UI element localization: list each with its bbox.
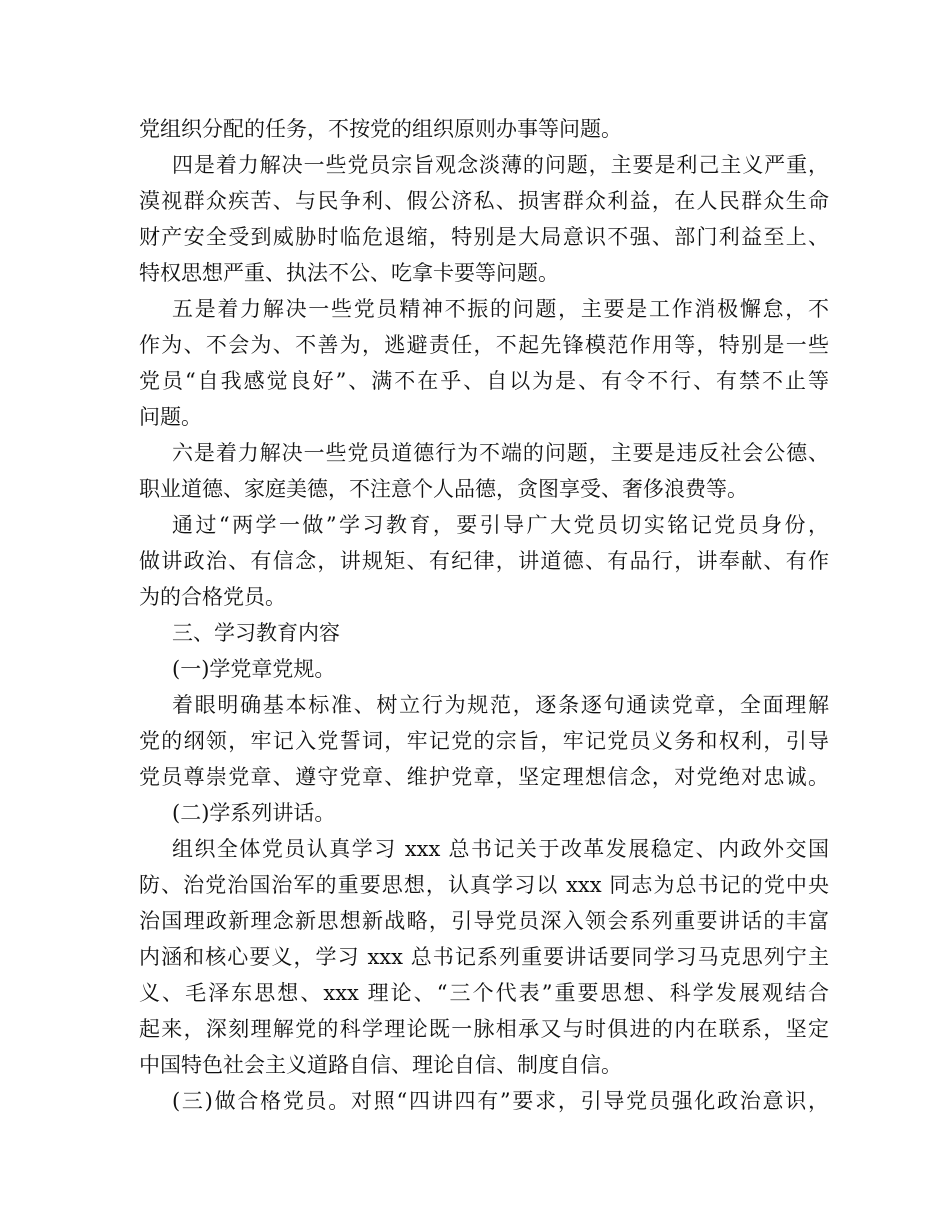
paragraph-line: 着眼明确基本标准、树立行为规范，逐条逐句通读党章，全面理解 — [172, 693, 829, 717]
section-heading: 三、学习教育内容 — [172, 621, 340, 645]
paragraph-line: 党的纲领，牢记入党誓词，牢记党的宗旨，牢记党员义务和权利，引导 — [139, 729, 829, 753]
paragraph-line: 财产安全受到威胁时临危退缩，特别是大局意识不强、部门利益至上、 — [139, 225, 829, 249]
subsection-heading: (二)学系列讲话。 — [172, 801, 336, 825]
paragraph-line: 六是着力解决一些党员道德行为不端的问题，主要是违反社会公德、 — [172, 441, 829, 465]
paragraph-line: 通过“两学一做”学习教育，要引导广大党员切实铭记党员身份， — [172, 513, 829, 537]
paragraph-line: 起来，深刻理解党的科学理论既一脉相承又与时俱进的内在联系，坚定 — [139, 1017, 829, 1041]
paragraph-line: 组织全体党员认真学习 xxx 总书记关于改革发展稳定、内政外交国 — [172, 837, 829, 861]
paragraph-line: 防、治党治国治军的重要思想，认真学习以 xxx 同志为总书记的党中央 — [139, 873, 829, 897]
paragraph-line: 治国理政新理念新思想新战略，引导党员深入领会系列重要讲话的丰富 — [139, 909, 829, 933]
paragraph-line: 党组织分配的任务，不按党的组织原则办事等问题。 — [139, 117, 622, 141]
paragraph-line: 五是着力解决一些党员精神不振的问题，主要是工作消极懈怠，不 — [172, 297, 829, 321]
paragraph-line: 作为、不会为、不善为，逃避责任，不起先锋模范作用等，特别是一些 — [139, 333, 829, 357]
paragraph-line: 问题。 — [139, 405, 202, 429]
paragraph-line: 义、毛泽东思想、xxx 理论、“三个代表”重要思想、科学发展观结合 — [139, 981, 829, 1005]
paragraph-line: 四是着力解决一些党员宗旨观念淡薄的问题，主要是利己主义严重， — [172, 153, 829, 177]
paragraph-line: 党员尊崇党章、遵守党章、维护党章，坚定理想信念，对党绝对忠诚。 — [139, 765, 829, 789]
paragraph-line: (三)做合格党员。对照“四讲四有”要求，引导党员强化政治意识， — [172, 1089, 829, 1113]
paragraph-line: 做讲政治、有信念，讲规矩、有纪律，讲道德、有品行，讲奉献、有作 — [139, 549, 829, 573]
paragraph-line: 职业道德、家庭美德，不注意个人品德，贪图享受、奢侈浪费等。 — [139, 477, 748, 501]
paragraph-line: 党员“自我感觉良好”、满不在乎、自以为是、有令不行、有禁不止等 — [139, 369, 829, 393]
paragraph-line: 内涵和核心要义，学习 xxx 总书记系列重要讲话要同学习马克思列宁主 — [139, 945, 829, 969]
paragraph-line: 漠视群众疾苦、与民争利、假公济私、损害群众利益，在人民群众生命 — [139, 189, 829, 213]
paragraph-line: 为的合格党员。 — [139, 585, 286, 609]
paragraph-line: 特权思想严重、执法不公、吃拿卡要等问题。 — [139, 261, 559, 285]
paragraph-line: 中国特色社会主义道路自信、理论自信、制度自信。 — [139, 1053, 622, 1077]
document-body — [139, 111, 829, 1119]
subsection-heading: (一)学党章党规。 — [172, 657, 336, 681]
